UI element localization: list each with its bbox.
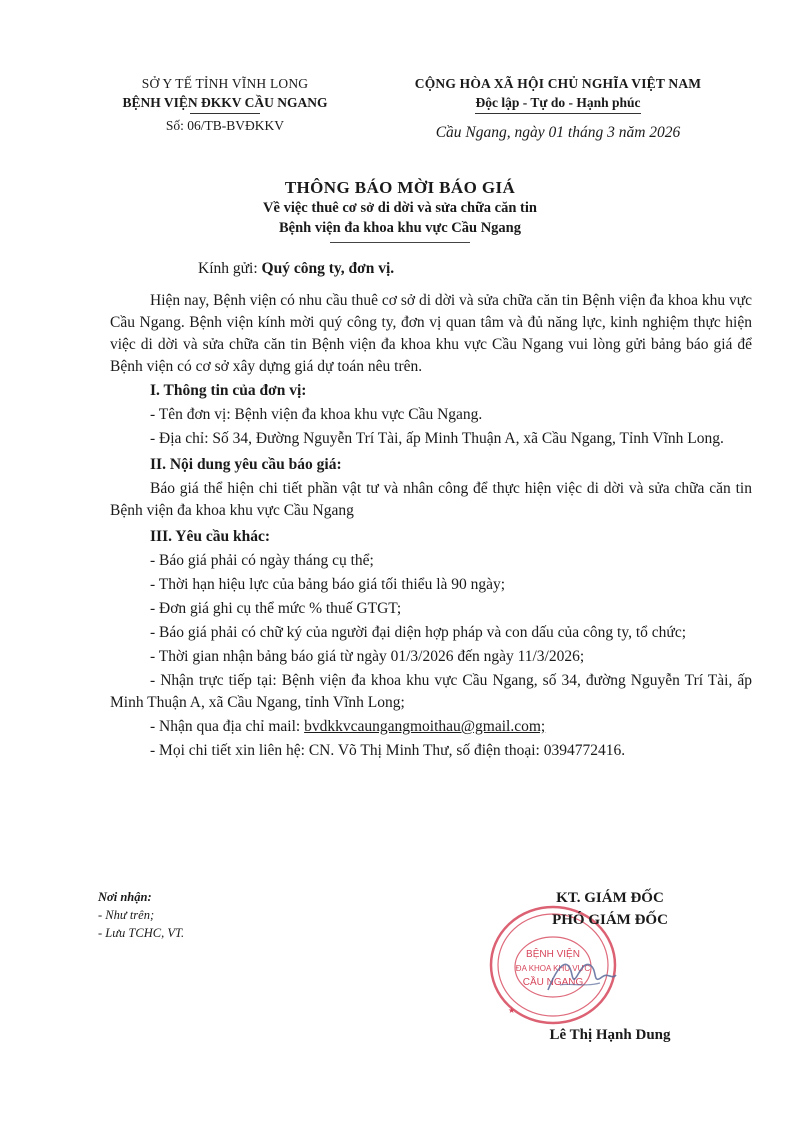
document-title-block xyxy=(80,178,720,243)
document-date: Cầu Ngang, ngày 01 tháng 3 năm 2026 xyxy=(435,124,681,141)
department-name: SỞ Y TẾ TỈNH VĨNH LONG xyxy=(141,76,309,91)
document-subtitle-1: Về việc thuê cơ sở di dời và sửa chữa căn tin xyxy=(263,200,537,216)
unit-name: - Tên đơn vị: Bệnh viện đa khoa khu vực Cầu Ngang. xyxy=(150,406,483,423)
stamp-text-middle: ĐA KHOA KHU VỰC xyxy=(515,964,591,973)
requirement-2: - Thời hạn hiệu lực của bảng báo giá tối thiểu là 90 ngày; xyxy=(150,576,506,593)
document-subtitle-2: Bệnh viện đa khoa khu vực Cầu Ngang xyxy=(279,220,521,236)
document-number: Số: 06/TB-BVĐKKV xyxy=(165,118,285,133)
salutation-recipient: Quý công ty, đơn vị. xyxy=(261,260,395,277)
signer-title-2: PHÓ GIÁM ĐỐC xyxy=(552,912,668,928)
document-title: THÔNG BÁO MỜI BÁO GIÁ xyxy=(284,178,516,197)
recipient-item: - Lưu TCHC, VT. xyxy=(98,926,185,940)
salutation xyxy=(198,260,394,278)
requirement-4: - Báo giá phải có chữ ký của người đại diện hợp pháp và con dấu của công ty, tổ chức; xyxy=(150,624,686,641)
signer-name: Lê Thị Hạnh Dung xyxy=(549,1027,671,1043)
requirement-6: - Nhận trực tiếp tại: Bệnh viện đa khoa khu vực Cầu Ngang, số 34, đường Nguyễn Trí Tài, ấp Minh Thuận A, xã Cầu Ngang, tỉnh Vĩnh Long; xyxy=(110,672,752,711)
document-body xyxy=(110,290,752,762)
section-2-title: II. Nội dung yêu cầu báo giá: xyxy=(150,456,342,473)
recipients-title: Nơi nhận: xyxy=(98,890,152,904)
section-1-title: I. Thông tin của đơn vị: xyxy=(150,382,307,399)
stamp-text-bottom: CẦU NGANG xyxy=(522,977,584,988)
title-rule xyxy=(330,242,470,243)
svg-text:★: ★ xyxy=(508,1006,516,1015)
national-header xyxy=(388,74,728,142)
national-motto: Độc lập - Tự do - Hạnh phúc xyxy=(475,93,640,114)
section-2-text: Báo giá thể hiện chi tiết phần vật tư và nhân công để thực hiện việc di dời và sửa chữa căn tin Bệnh viện đa khoa khu vực Cầu Ngang xyxy=(110,480,752,519)
requirement-5: - Thời gian nhận bảng báo giá từ ngày 01/3/2026 đến ngày 11/3/2026; xyxy=(150,648,585,665)
email-label: - Nhận qua địa chỉ mail: xyxy=(150,718,305,735)
nation-name: CỘNG HÒA XÃ HỘI CHỦ NGHĨA VIỆT NAM xyxy=(414,76,702,91)
section-3-title: III. Yêu cầu khác: xyxy=(150,528,270,545)
requirement-3: - Đơn giá ghi cụ thể mức % thuế GTGT; xyxy=(150,600,402,617)
requirement-1: - Báo giá phải có ngày tháng cụ thể; xyxy=(150,552,374,569)
requirement-7 xyxy=(110,716,752,738)
recipients-block xyxy=(98,888,184,942)
handwritten-signature xyxy=(540,945,620,1005)
salutation-label: Kính gửi: xyxy=(198,260,258,277)
requirement-8: - Mọi chi tiết xin liên hệ: CN. Võ Thị Minh Thư, số điện thoại: 0394772416. xyxy=(150,742,626,759)
unit-address: - Địa chỉ: Số 34, Đường Nguyễn Trí Tài, ấp Minh Thuận A, xã Cầu Ngang, Tỉnh Vĩnh Long. xyxy=(150,430,724,447)
header-left-rule xyxy=(190,113,260,114)
signer-title-1: KT. GIÁM ĐỐC xyxy=(556,890,664,906)
stamp-text-top: BỆNH VIỆN xyxy=(526,949,580,960)
intro-paragraph: Hiện nay, Bệnh viện có nhu cầu thuê cơ sở di dời và sửa chữa căn tin Bệnh viện đa khoa khu vực Cầu Ngang. Bệnh viện kính mời quý công ty, đơn vị quan tâm và đủ năng lực, kinh nghiệm thực hiện việc di dời và sửa chữa căn tin Bệnh viện đa khoa khu vực Cầu Ngang vui lòng gửi bảng báo giá để Bệnh viện có cơ sở xây dựng giá dự toán nêu trên. xyxy=(110,292,752,375)
recipient-item: - Như trên; xyxy=(98,908,155,922)
issuer-header xyxy=(90,74,360,135)
hospital-name: BỆNH VIỆN ĐKKV CẦU NGANG xyxy=(122,95,328,110)
contact-email-link[interactable]: bvdkkvcaungangmoithau@gmail.com; xyxy=(304,718,546,735)
